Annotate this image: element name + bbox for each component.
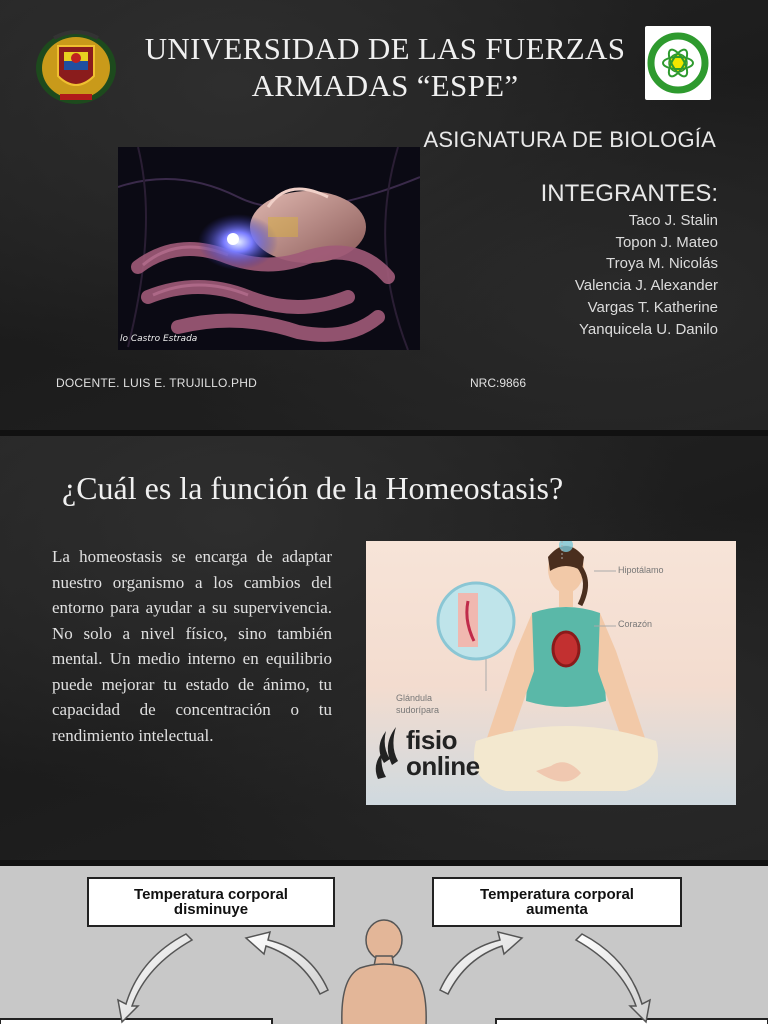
label-gland-1: Glándula — [396, 693, 433, 703]
espe-crest-logo — [34, 28, 118, 106]
list-item: Troya M. Nicolás — [606, 255, 718, 273]
brand-line-1: fisio — [406, 725, 457, 755]
fisio-online-logo-icon — [376, 727, 398, 779]
members-list — [480, 210, 718, 340]
slide-title: ¿Cuál es la función de la Homeostasis? — [62, 470, 564, 506]
digestive-system-image — [118, 147, 420, 350]
homeostasis-paragraph: La homeostasis se encarga de adaptar nuestro organismo a los cambios del entorno para ayudar a su supervivencia. No solo a nivel físico, sino también mental. Un medio interno en equilibrio puede mejorar tu estado de ánimo, tu capacidad de concentración o tu rendimiento intelectual. — [52, 547, 332, 745]
box-line-1: Temperatura corporal — [134, 886, 288, 903]
box-temperature-increases — [432, 877, 682, 927]
label-hypothalamus: Hipotálamo — [618, 565, 664, 575]
teacher-label: DOCENTE. LUIS E. TRUJILLO.PHD — [56, 376, 257, 390]
nrc-label: NRC:9866 — [470, 376, 527, 390]
homeostasis-illustration — [366, 541, 736, 805]
homeostasis-slide — [0, 436, 768, 860]
list-item: Topon J. Mateo — [615, 233, 718, 251]
list-item: Valencia J. Alexander — [574, 277, 718, 295]
brand-text — [406, 727, 480, 779]
box-temperature-decreases — [87, 877, 335, 927]
box-line-2: aumenta — [526, 901, 588, 918]
list-item: Taco J. Stalin — [628, 212, 718, 229]
subject-title: ASIGNATURA DE BIOLOGÍA — [423, 127, 716, 152]
image-caption: lo Castro Estrada — [120, 334, 198, 344]
label-heart: Corazón — [618, 619, 653, 629]
members-title: INTEGRANTES: — [540, 180, 718, 207]
thermoregulation-diagram-slide — [0, 866, 768, 1024]
human-body-icon — [342, 920, 426, 1024]
box-line-1: Temperatura corporal — [480, 886, 634, 903]
box-line-2: disminuye — [173, 901, 249, 918]
mecatronica-logo — [645, 26, 711, 100]
list-item: Vargas T. Katherine — [587, 298, 718, 316]
label-gland-2: sudorípara — [396, 705, 440, 715]
mecatronica-emblem-icon — [645, 26, 711, 100]
brand-line-2: online — [406, 751, 480, 781]
title-slide — [0, 0, 768, 430]
university-title: UNIVERSIDAD DE LAS FUERZAS ARMADAS “ESPE” — [144, 31, 626, 103]
list-item: Yanquicela U. Danilo — [579, 320, 718, 338]
